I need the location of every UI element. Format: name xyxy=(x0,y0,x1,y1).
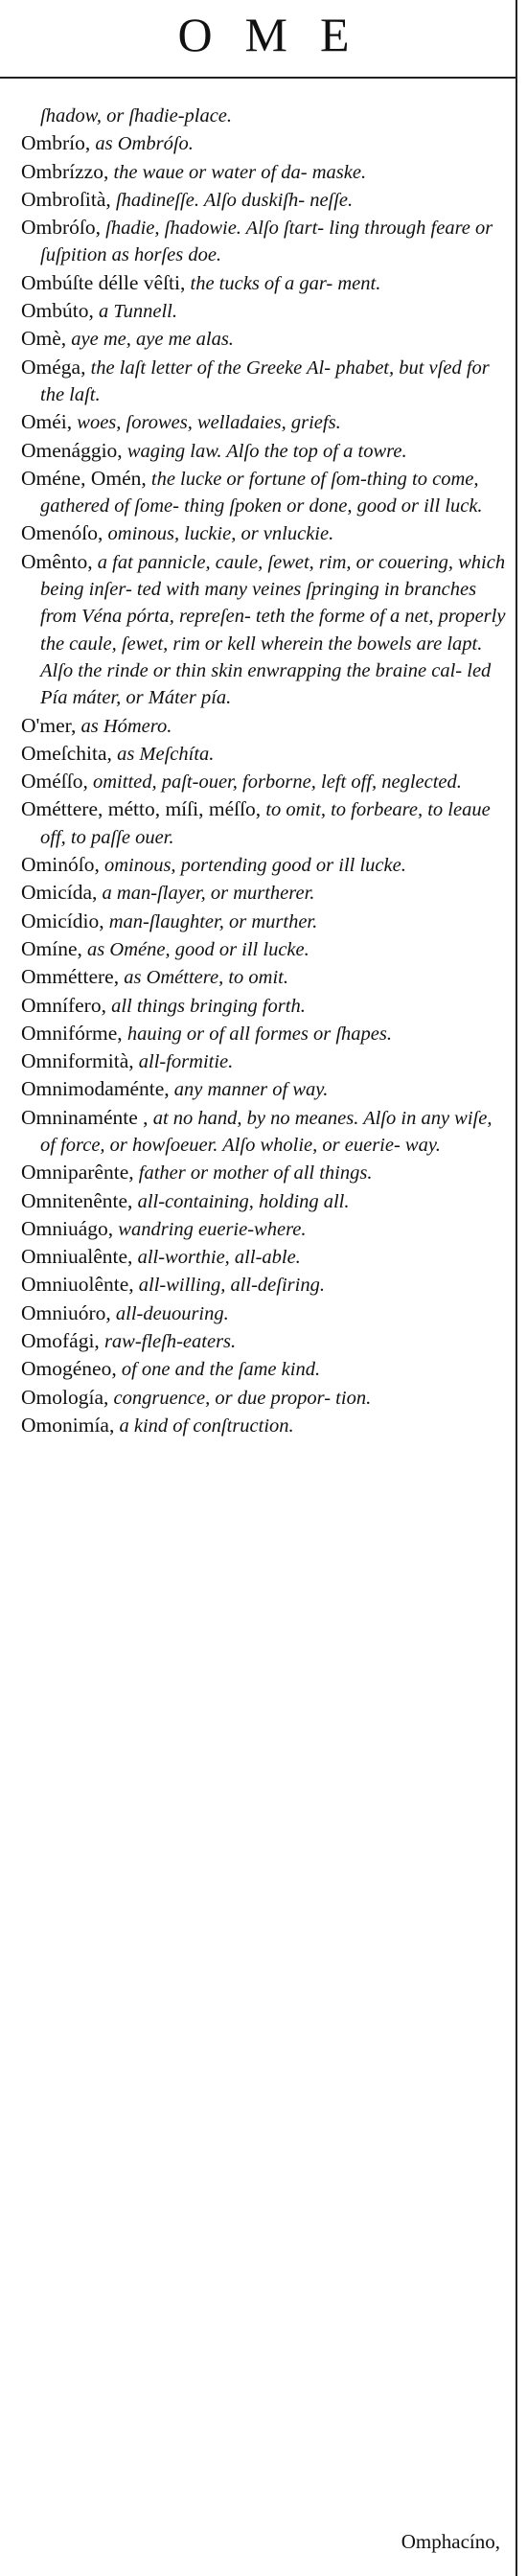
dictionary-entry xyxy=(21,1300,510,1327)
entry-headword: Ombrízzo, xyxy=(21,159,109,183)
entry-headword: Omnimodaménte, xyxy=(21,1077,170,1101)
entry-definition: to omit, to forbeare, to leaue off, to paſſe ouer. xyxy=(40,799,491,848)
entry-headword: Omicída, xyxy=(21,881,98,905)
entry-headword: Omeſchita, xyxy=(21,741,112,765)
dictionary-entry xyxy=(21,768,510,795)
entry-definition: ſhadow, or ſhadie-place. xyxy=(40,105,233,126)
entry-headword: Omnifórme, xyxy=(21,1021,123,1045)
entry-headword: Ominóſo, xyxy=(21,853,100,877)
entry-headword: Ombróſo, xyxy=(21,216,102,240)
dictionary-entry xyxy=(21,1243,510,1271)
dictionary-entry xyxy=(21,519,510,547)
entry-definition: all-containing, holding all. xyxy=(132,1190,350,1212)
page-title: OME xyxy=(177,8,382,61)
entry-definition: father or mother of all things. xyxy=(133,1162,373,1184)
entry-headword: Oméſſo, xyxy=(21,770,88,794)
entry-definition: ominous, luckie, or vnluckie. xyxy=(103,523,334,545)
dictionary-entry xyxy=(21,935,510,963)
entry-headword: Omméttere, xyxy=(21,965,120,989)
entry-definition: all-worthie, all-able. xyxy=(132,1247,301,1269)
entry-headword: Omonimía, xyxy=(21,1413,115,1437)
dictionary-entry xyxy=(21,102,510,129)
page-header xyxy=(0,0,527,84)
dictionary-entry xyxy=(21,963,510,991)
catchword: Omphacíno, xyxy=(401,2530,500,2553)
dictionary-entry xyxy=(21,992,510,1020)
entry-headword: Omniuágo, xyxy=(21,1216,114,1240)
dictionary-entry xyxy=(21,408,510,436)
entry-definition: hauing or of all formes or ſhapes. xyxy=(122,1023,393,1045)
entry-definition: wandring euerie-where. xyxy=(113,1218,307,1240)
entry-definition: of one and the ſame kind. xyxy=(116,1359,321,1381)
entry-headword: Ombúſte délle vêſti, xyxy=(21,270,186,294)
dictionary-entry xyxy=(21,740,510,768)
dictionary-column xyxy=(21,102,510,1439)
dictionary-entry xyxy=(21,465,510,520)
dictionary-entry xyxy=(21,129,510,157)
entry-definition: ſhadie, ſhadowie. Alſo ſtart- ling through feare or ſuſpition as horſes doe. xyxy=(40,218,493,266)
entry-headword: Ombrío, xyxy=(21,131,91,155)
entry-definition: all things bringing forth. xyxy=(105,995,306,1017)
dictionary-entry xyxy=(21,1215,510,1243)
dictionary-entry xyxy=(21,851,510,879)
dictionary-entry xyxy=(21,297,510,325)
header-rule xyxy=(0,77,517,79)
entry-definition: all-deuouring. xyxy=(110,1302,229,1324)
dictionary-entry xyxy=(21,1159,510,1186)
entry-definition: ominous, portending good or ill lucke. xyxy=(99,855,406,877)
entry-definition: a kind of conſtruction. xyxy=(114,1414,294,1437)
dictionary-entry xyxy=(21,1047,510,1075)
dictionary-entry xyxy=(21,1075,510,1103)
entry-definition: the tucks of a gar- ment. xyxy=(185,272,381,294)
dictionary-entry xyxy=(21,1271,510,1299)
dictionary-entry xyxy=(21,908,510,935)
dictionary-entry xyxy=(21,354,510,409)
entry-headword: Omíne, xyxy=(21,936,82,960)
dictionary-entry xyxy=(21,712,510,740)
entry-headword: Omninaménte , xyxy=(21,1105,149,1129)
entry-definition: as Hómero. xyxy=(76,715,172,737)
entry-definition: all-formitie. xyxy=(133,1051,234,1073)
dictionary-entry xyxy=(21,269,510,297)
entry-headword: Omniuolênte, xyxy=(21,1273,134,1297)
dictionary-entry xyxy=(21,1412,510,1439)
dictionary-entry xyxy=(21,548,510,712)
dictionary-entry xyxy=(21,186,510,214)
dictionary-entry xyxy=(21,795,510,851)
dictionary-entry xyxy=(21,158,510,186)
entry-headword: O'mer, xyxy=(21,713,77,737)
dictionary-entry xyxy=(21,1020,510,1047)
dictionary-entry xyxy=(21,1187,510,1215)
entry-headword: Omniualênte, xyxy=(21,1245,133,1269)
dictionary-entry xyxy=(21,325,510,353)
entry-definition: a man-ſlayer, or murtherer. xyxy=(97,883,315,905)
entry-definition: ſhadineſſe. Alſo duskiſh- neſſe. xyxy=(110,189,354,211)
entry-headword: Omnitenênte, xyxy=(21,1188,133,1212)
entry-definition: as Ométtere, to omit. xyxy=(119,967,288,989)
entry-definition: a fat pannicle, caule, ſewet, rim, or couering, which being inſer- ted with many veines ſpringing in branches from Véna pórta, repreſen- teth the forme of a net, properly the caule, ſewet, rim or kell wherein the bowels are lapt. Alſo the rinde or thin skin enwrapping the braine cal- led Pía máter, or Máter pía. xyxy=(40,551,506,709)
entry-definition: the waue or water of da- maske. xyxy=(108,161,367,183)
entry-headword: Omniformità, xyxy=(21,1049,134,1073)
entry-headword: Ombúto, xyxy=(21,299,94,323)
entry-definition: man-ſlaughter, or murther. xyxy=(103,910,318,932)
entry-definition: raw-fleſh-eaters. xyxy=(99,1331,237,1353)
dictionary-entry xyxy=(21,437,510,465)
entry-headword: Oméne, Omén, xyxy=(21,466,147,490)
entry-definition: all-willing, all-deſiring. xyxy=(133,1275,325,1297)
entry-headword: Omología, xyxy=(21,1385,109,1409)
entry-headword: Omè, xyxy=(21,327,67,351)
dictionary-entry xyxy=(21,1327,510,1355)
entry-definition: the laſt letter of the Greeke Al- phabet, but vſed for the laſt. xyxy=(40,356,490,405)
entry-definition: congruence, or due propor- tion. xyxy=(108,1387,372,1409)
dictionary-entry xyxy=(21,214,510,269)
dictionary-entry xyxy=(21,879,510,907)
entry-headword: Omniuóro, xyxy=(21,1300,111,1324)
entry-definition: as Oméne, good or ill lucke. xyxy=(81,938,309,960)
entry-headword: Omniparênte, xyxy=(21,1161,134,1184)
entry-headword: Omicídio, xyxy=(21,908,104,932)
entry-definition: as Meſchíta. xyxy=(111,743,215,765)
entry-headword: Ombroſità, xyxy=(21,187,111,211)
entry-definition: a Tunnell. xyxy=(93,301,177,323)
dictionary-entry xyxy=(21,1355,510,1383)
entry-definition: the lucke or fortune of ſom-thing to come, gathered of ſome- thing ſpoken or done, good or ill luck. xyxy=(40,468,483,518)
entry-headword: Omenággio, xyxy=(21,438,123,462)
entry-definition: omitted, paſt-ouer, forborne, left off, neglected. xyxy=(87,771,462,794)
entry-headword: Oméi, xyxy=(21,410,73,434)
dictionary-entry xyxy=(21,1104,510,1160)
entry-headword: Oméga, xyxy=(21,355,86,379)
entry-definition: aye me, aye me alas. xyxy=(66,329,234,351)
entry-definition: waging law. Alſo the top of a towre. xyxy=(122,440,407,462)
entry-headword: Omnífero, xyxy=(21,993,106,1017)
entry-definition: any manner of way. xyxy=(169,1079,329,1101)
entry-definition: at no hand, by no meanes. Alſo in any wiſe, of force, or howſoeuer. Alſo wholie, or euerie- way. xyxy=(40,1107,493,1156)
entry-headword: Omogéneo, xyxy=(21,1357,117,1381)
entry-headword: Omenóſo, xyxy=(21,521,103,545)
entry-headword: Ométtere, métto, míſi, méſſo, xyxy=(21,797,262,821)
column-rule xyxy=(516,0,517,2576)
entry-headword: Omênto, xyxy=(21,549,93,573)
entry-definition: as Ombróſo. xyxy=(90,133,194,155)
entry-headword: Omofági, xyxy=(21,1329,100,1353)
dictionary-entry xyxy=(21,1384,510,1412)
entry-definition: woes, ſorowes, welladaies, griefs. xyxy=(72,412,341,434)
